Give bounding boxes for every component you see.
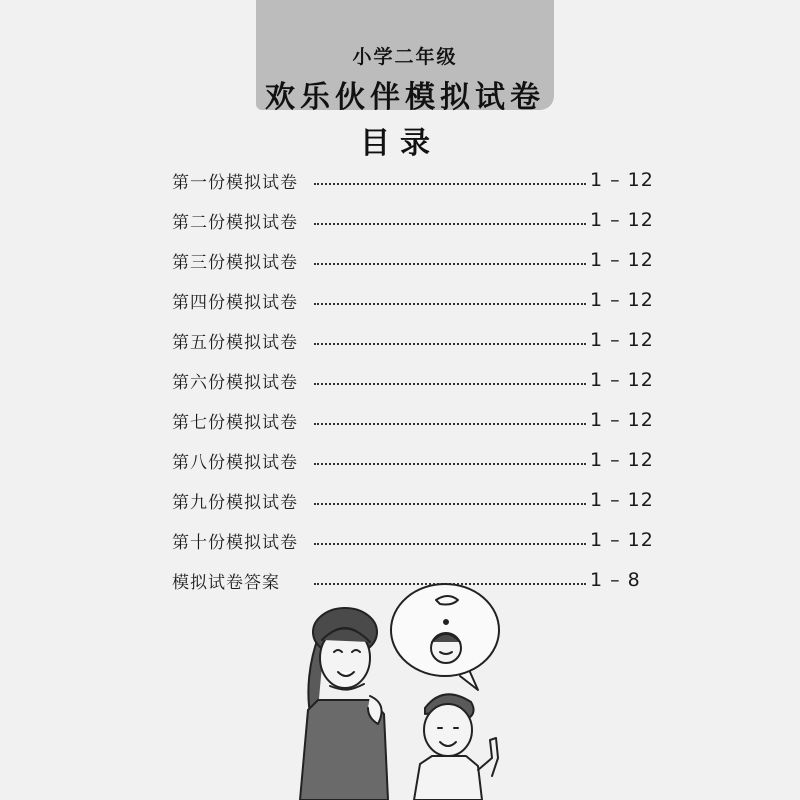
toc-entry[interactable] xyxy=(172,480,654,520)
toc-entry-label: 第九份模拟试卷 xyxy=(172,492,298,513)
thought-bubble xyxy=(391,584,499,690)
toc-entry-pages: 1 – 12 xyxy=(590,169,654,191)
toc-entry-label: 模拟试卷答案 xyxy=(172,572,280,593)
dot-leader xyxy=(314,423,586,425)
toc-entry-label: 第十份模拟试卷 xyxy=(172,532,298,553)
table-of-contents xyxy=(172,160,654,600)
book-title: 欢乐伙伴模拟试卷 xyxy=(265,80,545,115)
dot-leader xyxy=(314,223,586,225)
toc-entry-label: 第四份模拟试卷 xyxy=(172,292,298,313)
toc-entry-label: 第三份模拟试卷 xyxy=(172,252,298,273)
toc-entry-pages: 1 – 12 xyxy=(590,209,654,231)
toc-entry[interactable] xyxy=(172,160,654,200)
header-banner xyxy=(256,0,554,115)
toc-entry-label: 第五份模拟试卷 xyxy=(172,332,298,353)
toc-entry-label: 第六份模拟试卷 xyxy=(172,372,298,393)
toc-entry-label: 第八份模拟试卷 xyxy=(172,452,298,473)
toc-entry[interactable] xyxy=(172,240,654,280)
dot-leader xyxy=(314,543,586,545)
boy-figure xyxy=(414,694,498,800)
cartoon-illustration xyxy=(0,580,800,800)
toc-entry[interactable] xyxy=(172,360,654,400)
dot-leader xyxy=(314,503,586,505)
toc-heading: 目录 xyxy=(360,126,440,161)
toc-entry-pages: 1 – 12 xyxy=(590,369,654,391)
toc-entry-pages: 1 – 12 xyxy=(590,489,654,511)
toc-entry[interactable] xyxy=(172,520,654,560)
toc-entry-pages: 1 – 12 xyxy=(590,249,654,271)
toc-entry-pages: 1 – 12 xyxy=(590,329,654,351)
dot-leader xyxy=(314,343,586,345)
toc-entry-pages: 1 – 12 xyxy=(590,289,654,311)
dot-leader xyxy=(314,383,586,385)
toc-entry-label: 第二份模拟试卷 xyxy=(172,212,298,233)
toc-entry-label: 第七份模拟试卷 xyxy=(172,412,298,433)
toc-entry[interactable] xyxy=(172,440,654,480)
toc-entry[interactable] xyxy=(172,400,654,440)
toc-entry[interactable] xyxy=(172,320,654,360)
toc-entry-pages: 1 – 12 xyxy=(590,529,654,551)
toc-entry[interactable] xyxy=(172,280,654,320)
toc-entry-pages: 1 – 12 xyxy=(590,409,654,431)
girl-figure xyxy=(300,608,388,800)
dot-leader xyxy=(314,263,586,265)
dot-leader xyxy=(314,303,586,305)
dot-leader xyxy=(314,183,586,185)
grade-label: 小学二年级 xyxy=(352,46,458,68)
toc-entry-label: 第一份模拟试卷 xyxy=(172,172,298,193)
toc-entry-pages: 1 – 12 xyxy=(590,449,654,471)
dot-leader xyxy=(314,463,586,465)
toc-entry[interactable] xyxy=(172,200,654,240)
toc-entry-pages: 1 – 8 xyxy=(590,569,641,591)
